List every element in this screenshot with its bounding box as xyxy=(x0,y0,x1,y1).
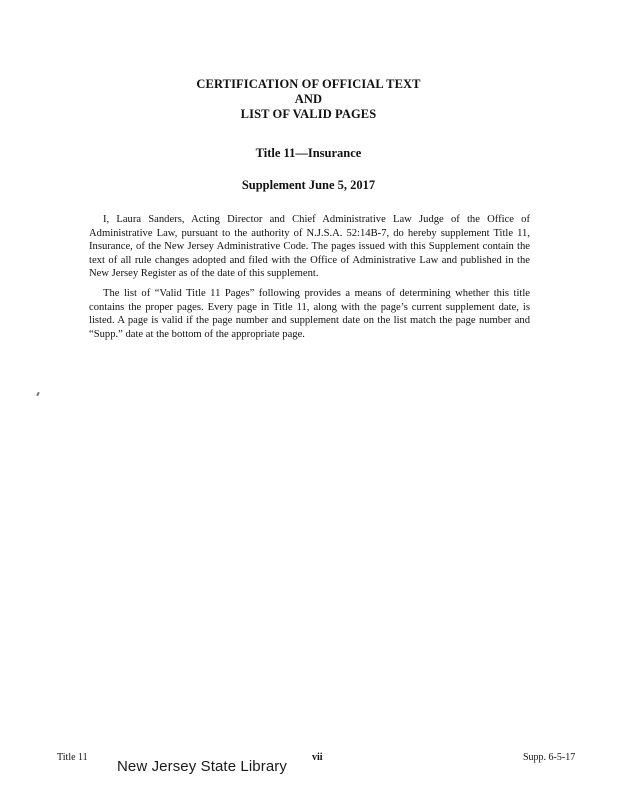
footer-title: Title 11 xyxy=(57,752,88,763)
heading-conjunction: AND xyxy=(294,92,323,106)
footer-page-number: vii xyxy=(312,752,323,763)
scan-mark xyxy=(36,392,40,396)
library-stamp: New Jersey State Library xyxy=(117,758,287,775)
supplement-date-line: Supplement June 5, 2017 xyxy=(241,178,376,192)
valid-pages-paragraph xyxy=(89,287,530,341)
paragraph-text: The list of “Valid Title 11 Pages” following provides a means of determining whether this title contains the proper pages. Every page in Title 11, along with the page’s current supplement date, is listed. A page is valid if the page number and supplement date on the list match the page number and “Supp.” date at the bottom of the appropriate page. xyxy=(89,288,530,340)
title-line: Title 11—Insurance xyxy=(255,146,362,160)
footer-supplement: Supp. 6-5-17 xyxy=(523,752,576,763)
certification-paragraph xyxy=(89,213,530,281)
certification-heading: CERTIFICATION OF OFFICIAL TEXT xyxy=(196,77,421,91)
list-heading: LIST OF VALID PAGES xyxy=(240,107,377,121)
paragraph-text: I, Laura Sanders, Acting Director and Chief Administrative Law Judge of the Office of Administrative Law, pursuant to the authority of N.J.S.A. 52:14B-7, do hereby supplement Title 11, Insurance, of the New Jersey Administrative Code. The pages issued with this Supplement contain the text of all rule changes adopted and filed with the Office of Administrative Law and published in the New Jersey Register as of the date of this supplement. xyxy=(89,214,530,280)
